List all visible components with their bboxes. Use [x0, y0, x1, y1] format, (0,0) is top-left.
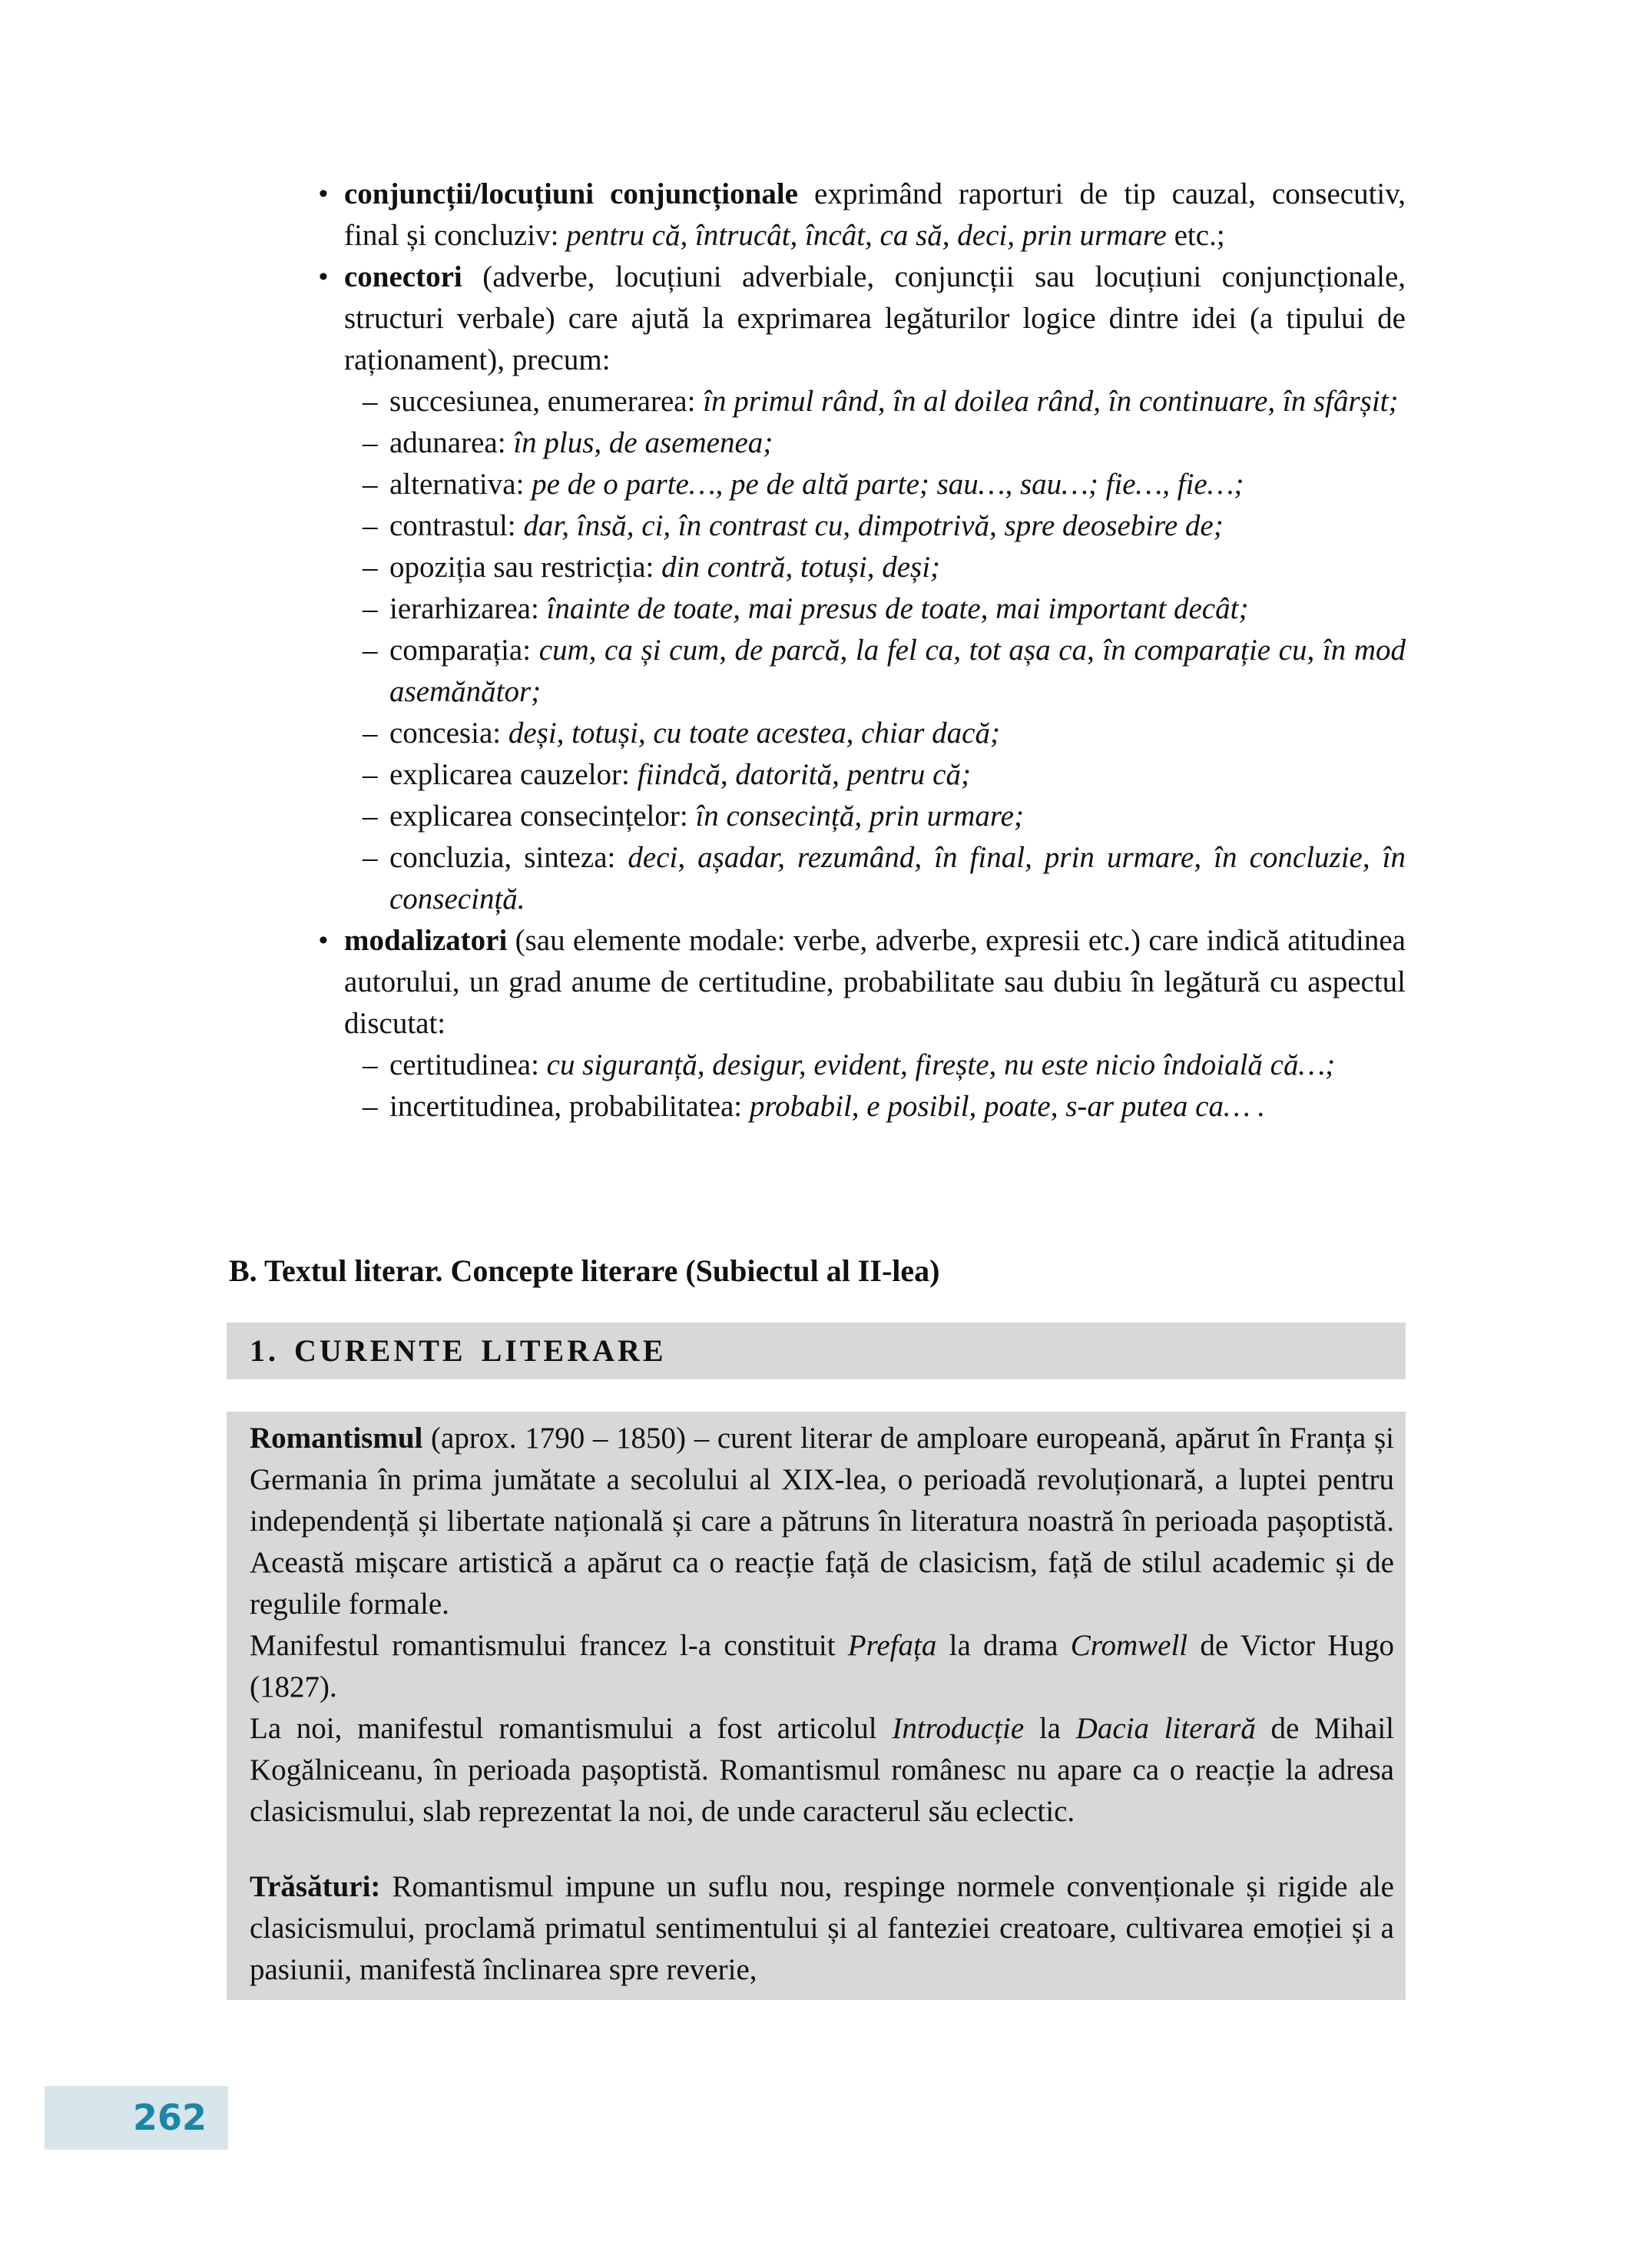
bullet-text: [344, 257, 1406, 381]
text-segment: certitudinea:: [389, 1048, 547, 1081]
text-segment: explicarea cauzelor:: [389, 758, 638, 791]
dash-marker: –: [363, 800, 378, 833]
section-b-heading: B. Textul literar. Concepte literare (Subiectul al II-lea): [229, 1253, 940, 1288]
bullet-text: [344, 920, 1406, 1045]
bullet-item: [319, 174, 1406, 257]
text-segment: adunarea:: [389, 426, 514, 459]
sub-item-text: [389, 505, 1406, 547]
sub-item-text: [389, 837, 1406, 920]
text-segment: Romantismul impune un suflu nou, respinge normele convenționale și rigide ale clasicismului, proclamă primatul sentimentului și al fanteziei creatoare, cultivarea emoției și a pasiunii, manifestă înclinarea spre reverie,: [250, 1870, 1394, 1986]
sub-item: [363, 505, 1406, 547]
chapter-header-title: 1. CURENTE LITERARE: [250, 1333, 667, 1368]
text-segment: de Mihail Kogălniceanu, în perioada pașoptistă. Romantismul românesc nu apare ca o reacție la adresa clasicismului, slab reprezentat la noi, de unde caracterul său eclectic.: [250, 1712, 1394, 1828]
text-segment: Manifestul romantismului francez l-a constituit: [250, 1629, 848, 1662]
paragraph: [250, 1708, 1394, 1833]
dash-marker: –: [363, 841, 378, 874]
text-segment: deși, totuși, cu toate acestea, chiar dacă;: [508, 717, 1000, 750]
text-segment: (adverbe, locuțiuni adverbiale, conjuncții sau locuțiuni conjuncționale, structuri verbale) care ajută la exprimarea legăturilor logice dintre idei (a tipului de raționament), precum:: [344, 260, 1406, 376]
romanticism-definition-block: [227, 1412, 1406, 2000]
sub-item: [363, 547, 1406, 588]
text-segment: în primul rând, în al doilea rând, în continuare, în sfârșit;: [703, 385, 1399, 418]
text-segment: Prefața: [847, 1629, 937, 1662]
bullet-text: [344, 174, 1406, 257]
text-segment: la: [1024, 1712, 1076, 1745]
text-segment: cu siguranță, desigur, evident, firește, nu este nicio îndoială că…;: [546, 1048, 1336, 1081]
sub-item: [363, 837, 1406, 920]
sub-item: [363, 754, 1406, 796]
sub-item: [363, 422, 1406, 464]
dash-marker: –: [363, 426, 378, 459]
page-number-box: [45, 2086, 228, 2150]
sub-item-text: [389, 464, 1406, 505]
sub-item: [363, 464, 1406, 505]
bullet-icon: •: [319, 180, 328, 208]
sub-item: [363, 713, 1406, 754]
text-segment: din contră, totuși, deși;: [661, 551, 941, 584]
text-segment: la drama: [936, 1629, 1071, 1662]
text-segment: conectori: [344, 260, 462, 293]
text-segment: etc.;: [1166, 219, 1225, 252]
paragraph: [250, 1418, 1394, 1625]
sub-item-text: [389, 1086, 1406, 1127]
sub-item-text: [389, 796, 1406, 837]
text-segment: Trăsături:: [250, 1870, 381, 1903]
text-segment: cum, ca și cum, de parcă, la fel ca, tot așa ca, în comparație cu, în mod asemănător;: [389, 634, 1406, 708]
sub-item: [363, 796, 1406, 837]
sub-item-text: [389, 422, 1406, 464]
text-segment: alternativa:: [389, 468, 532, 501]
text-segment: de Victor Hugo (1827).: [250, 1629, 1394, 1703]
sub-item-text: [389, 381, 1406, 422]
text-segment: opoziția sau restricția:: [389, 551, 662, 584]
dash-marker: –: [363, 634, 378, 667]
bullet-icon: •: [319, 926, 328, 955]
dash-marker: –: [363, 1090, 378, 1123]
text-segment: exprimând raporturi de tip cauzal, consecutiv, final și concluziv:: [344, 177, 1406, 252]
dash-marker: –: [363, 758, 378, 791]
sub-item: [363, 1045, 1406, 1086]
bullet-icon: •: [319, 263, 328, 291]
dash-marker: –: [363, 385, 378, 418]
sub-item: [363, 1086, 1406, 1127]
dash-marker: –: [363, 509, 378, 542]
text-segment: înainte de toate, mai presus de toate, mai important decât;: [546, 592, 1249, 625]
dash-marker: –: [363, 468, 378, 501]
sub-item-text: [389, 630, 1406, 713]
sub-item-text: [389, 713, 1406, 754]
text-segment: succesiunea, enumerarea:: [389, 385, 704, 418]
text-segment: dar, însă, ci, în contrast cu, dimpotrivă, spre deosebire de;: [523, 509, 1224, 542]
text-segment: fiindcă, datorită, pentru că;: [637, 758, 971, 791]
sub-item: [363, 630, 1406, 713]
chapter-header-bar: [227, 1323, 1406, 1379]
sub-item: [363, 588, 1406, 630]
bullet-item: [319, 920, 1406, 1045]
text-segment: concluzia, sinteza:: [389, 841, 628, 874]
text-segment: probabil, e posibil, poate, s-ar putea ca… .: [749, 1090, 1266, 1123]
sub-item-text: [389, 547, 1406, 588]
text-segment: pe de o parte…, pe de altă parte; sau…, sau…; fie…, fie…;: [532, 468, 1244, 501]
paragraph: [250, 1625, 1394, 1708]
text-segment: Romantismul: [250, 1422, 423, 1455]
dash-marker: –: [363, 592, 378, 625]
text-segment: deci, așadar, rezumând, în final, prin urmare, în concluzie, în consecință.: [389, 841, 1406, 915]
dash-marker: –: [363, 717, 378, 750]
text-segment: incertitudinea, probabilitatea:: [389, 1090, 750, 1123]
connectors-bullet-list: [319, 174, 1406, 1127]
paragraph: [250, 1866, 1394, 1991]
page-number: 262: [132, 2097, 207, 2138]
text-segment: comparația:: [389, 634, 539, 667]
text-segment: (sau elemente modale: verbe, adverbe, expresii etc.) care indică atitudinea autorului, un grad anume de certitudine, probabilitate sau dubiu în legătură cu aspectul discutat:: [344, 924, 1406, 1040]
text-segment: concesia:: [389, 717, 508, 750]
sub-item-text: [389, 1045, 1406, 1086]
text-segment: (aprox. 1790 – 1850) – curent literar de amploare europeană, apărut în Franța și Germania în prima jumătate a secolului al XIX-lea, o perioadă revoluționară, a luptei pentru independență și libertate națională și care a pătruns în literatura noastră în perioada pașoptistă. Această mișcare artistică a apărut ca o reacție față de clasicism, față de stilul academic și de regulile formale.: [250, 1422, 1394, 1621]
dash-marker: –: [363, 1048, 378, 1081]
sub-item-text: [389, 588, 1406, 630]
text-segment: Dacia literară: [1075, 1712, 1256, 1745]
text-segment: Cromwell: [1070, 1629, 1188, 1662]
text-segment: modalizatori: [344, 924, 508, 957]
text-segment: contrastul:: [389, 509, 524, 542]
text-segment: în consecință, prin urmare;: [695, 800, 1024, 833]
dash-marker: –: [363, 551, 378, 584]
text-segment: Introducție: [892, 1712, 1025, 1745]
sub-item: [363, 381, 1406, 422]
text-segment: în plus, de asemenea;: [513, 426, 773, 459]
sub-item-text: [389, 754, 1406, 796]
text-segment: La noi, manifestul romantismului a fost articolul: [250, 1712, 893, 1745]
text-segment: ierarhizarea:: [389, 592, 547, 625]
text-segment: conjuncții/locuțiuni conjuncționale: [344, 177, 798, 210]
text-segment: explicarea consecințelor:: [389, 800, 696, 833]
text-segment: pentru că, întrucât, încât, ca să, deci, prin urmare: [566, 219, 1167, 252]
bullet-item: [319, 257, 1406, 381]
